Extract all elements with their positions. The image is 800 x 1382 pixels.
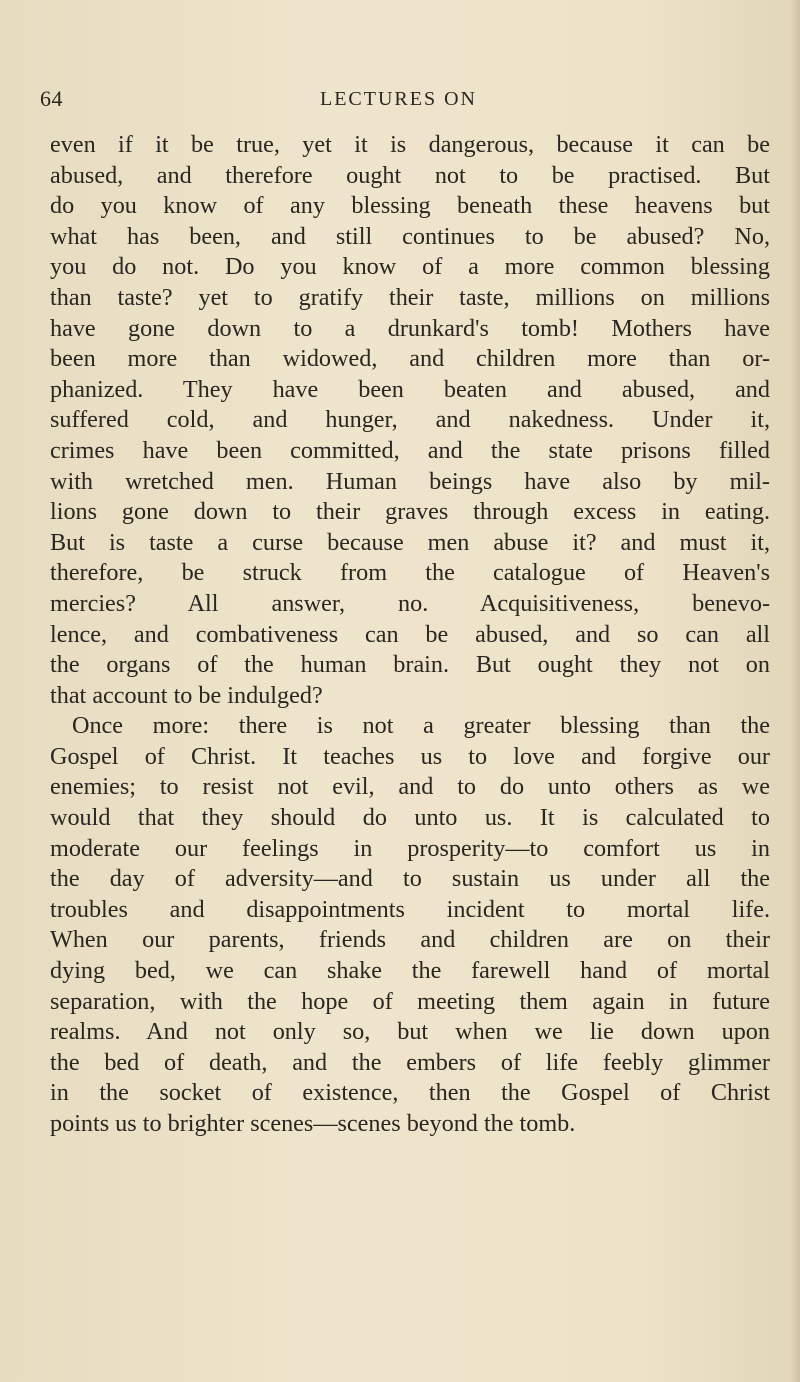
text-line: than taste? yet to gratify their taste, millions on millions: [50, 283, 770, 311]
text-line: abused, and therefore ought not to be practised. But: [50, 161, 770, 189]
text-line: Gospel of Christ. It teaches us to love and forgive our: [50, 742, 770, 770]
text-line: in the socket of existence, then the Gospel of Christ: [50, 1079, 770, 1107]
text-line: points us to brighter scenes—scenes beyond the tomb.: [50, 1110, 576, 1137]
text-line: that account to be indulged?: [50, 681, 323, 709]
text-line: moderate our feelings in prosperity—to comfort us in: [50, 834, 770, 862]
text-line: do you know of any blessing beneath these heavens but: [50, 192, 770, 220]
text-line: separation, with the hope of meeting them again in future: [50, 987, 770, 1015]
text-line: lions gone down to their graves through excess in eating.: [50, 498, 770, 526]
text-line: have gone down to a drunkard's tomb! Mothers have: [50, 314, 770, 342]
body-text: [50, 130, 770, 1140]
text-line: with wretched men. Human beings have also by mil-: [50, 467, 770, 495]
text-line: the day of adversity—and to sustain us under all the: [50, 865, 770, 893]
text-line: When our parents, friends and children are on their: [50, 926, 770, 954]
text-line: you do not. Do you know of a more common blessing: [50, 253, 770, 281]
text-line: dying bed, we can shake the farewell hand of mortal: [50, 957, 770, 985]
text-line: crimes have been committed, and the state prisons filled: [50, 436, 770, 464]
text-line: even if it be true, yet it is dangerous, because it can be: [50, 131, 770, 158]
text-line: But is taste a curse because men abuse it? and must it,: [50, 528, 770, 556]
text-line: the bed of death, and the embers of life feebly glimmer: [50, 1048, 770, 1076]
text-line: mercies? All answer, no. Acquisitiveness, benevo-: [50, 589, 770, 617]
text-line: the organs of the human brain. But ought they not on: [50, 651, 770, 679]
text-line: been more than widowed, and children more than or-: [50, 345, 770, 373]
text-line: suffered cold, and hunger, and nakedness. Under it,: [50, 406, 770, 434]
text-line: phanized. They have been beaten and abused, and: [50, 375, 770, 403]
text-line: realms. And not only so, but when we lie down upon: [50, 1018, 770, 1046]
text-line: what has been, and still continues to be abused? No,: [50, 222, 770, 250]
running-head: LECTURES ON: [320, 88, 477, 110]
page-edge-shadow: [790, 0, 800, 1382]
text-line: lence, and combativeness can be abused, and so can all: [50, 620, 770, 648]
text-line: therefore, be struck from the catalogue of Heaven's: [50, 559, 770, 587]
text-line: would that they should do unto us. It is calculated to: [50, 804, 770, 832]
text-line: Once more: there is not a greater blessing than the: [72, 712, 770, 740]
text-line: enemies; to resist not evil, and to do unto others as we: [50, 773, 770, 801]
text-line: troubles and disappointments incident to mortal life.: [50, 895, 770, 923]
page-number: 64: [40, 86, 63, 111]
